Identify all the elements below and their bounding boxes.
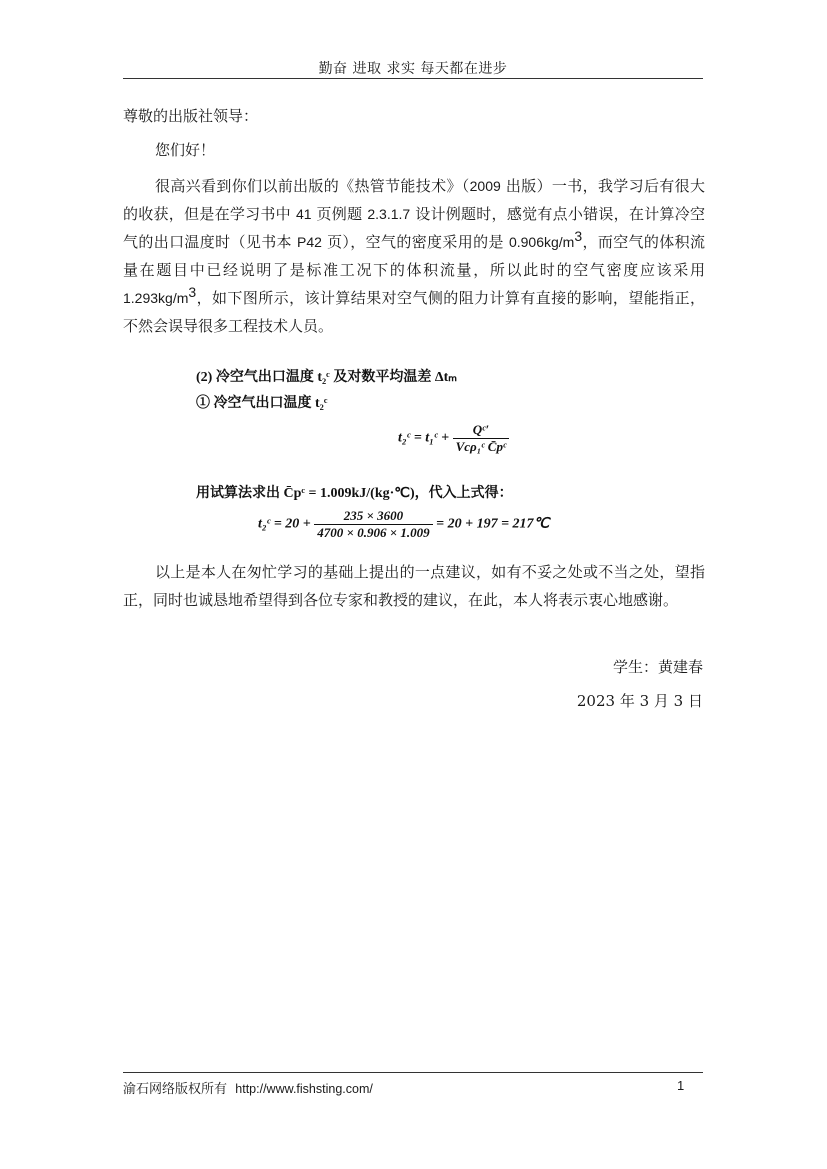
- letter-signature: 学生：黄建春: [612, 658, 703, 676]
- equation-2-lhs: t₂ᶜ = 20 +: [258, 516, 311, 532]
- figure-heading: (2) 冷空气出口温度 t₂ᶜ 及对数平均温差 Δtₘ: [196, 370, 457, 385]
- equation-2-denominator: 4700 × 0.906 × 1.009: [317, 525, 430, 540]
- equation-1-fraction: [453, 422, 510, 455]
- para1-page-number: 41: [295, 206, 312, 222]
- page-number: 1: [677, 1078, 685, 1093]
- equation-1-numerator: Qᶜ′: [453, 422, 510, 439]
- footer-copyright-text: 渝石网络版权所有: [123, 1082, 228, 1097]
- para1-exponent-2: 3: [188, 284, 197, 300]
- letter-salutation: 尊敬的出版社领导：: [123, 107, 259, 125]
- equation-2-rhs: = 20 + 197 = 217℃: [436, 516, 550, 532]
- footer-copyright: [123, 1078, 373, 1097]
- para1-text-e: 页），空气的密度采用的是: [321, 233, 509, 251]
- para1-text-a: 很高兴看到你们以前出版的《热管节能技术》（: [155, 177, 470, 195]
- para1-text-b: 出版）一书，我学习后有很大的收获，但是在学习书中: [123, 177, 705, 223]
- para1-year: 2009: [469, 178, 501, 194]
- equation-result: [258, 508, 549, 541]
- equation-2-numerator: 235 × 3600: [314, 508, 432, 525]
- letter-date: 2023 年 3 月 3 日: [576, 692, 703, 710]
- equation-1-denominator: Vcρ₁ᶜ C̄pᶜ: [455, 439, 507, 454]
- equation-1-lhs: t₂ᶜ = t₁ᶜ +: [398, 430, 450, 446]
- figure-trial-calculation: 用试算法求出 C̄pᶜ = 1.009kJ/(kg·℃)，代入上式得：: [196, 486, 513, 501]
- para1-exponent-1: 3: [574, 228, 583, 244]
- letter-paragraph-2: 以上是本人在匆忙学习的基础上提出的一点建议，如有不妥之处或不当之处，望指正，同时也诚恳地希望得到各位专家和教授的建议，在此，本人将表示衷心地感谢。: [123, 563, 705, 609]
- para1-book-page: P42: [297, 234, 322, 250]
- footer-divider: [123, 1072, 703, 1073]
- para1-density-wrong: 0.906kg/m: [508, 234, 575, 250]
- header-motto: 勤奋 进取 求实 每天都在进步: [318, 61, 508, 77]
- para1-text-f: ，而空气的体积流量在题目中已经说明了是标准工况下的体积流量，所以此时的空气密度应该采用: [123, 233, 705, 279]
- para1-text-c: 页例题: [311, 205, 368, 223]
- header-divider: [123, 78, 703, 79]
- para1-density-correct: 1.293kg/m: [123, 290, 189, 306]
- textbook-excerpt-figure: [190, 362, 650, 552]
- equation-2-fraction: [314, 508, 432, 541]
- para1-example-number: 2.3.1.7: [367, 206, 411, 222]
- para1-text-d: 设计例题时，感觉有点小错误，在计算冷空气的出口温度时（见书本: [123, 205, 705, 251]
- footer-url[interactable]: http://www.fishsting.com/: [235, 1082, 373, 1096]
- letter-paragraph-1: [123, 172, 705, 340]
- letter-greeting: 您们好！: [155, 141, 216, 159]
- equation-outlet-temperature: [398, 422, 509, 455]
- para1-text-g: ，如下图所示，该计算结果对空气侧的阻力计算有直接的影响，望能指正，不然会误导很多工程技术人员。: [123, 289, 705, 335]
- figure-subheading: ① 冷空气出口温度 t₂ᶜ: [196, 396, 328, 411]
